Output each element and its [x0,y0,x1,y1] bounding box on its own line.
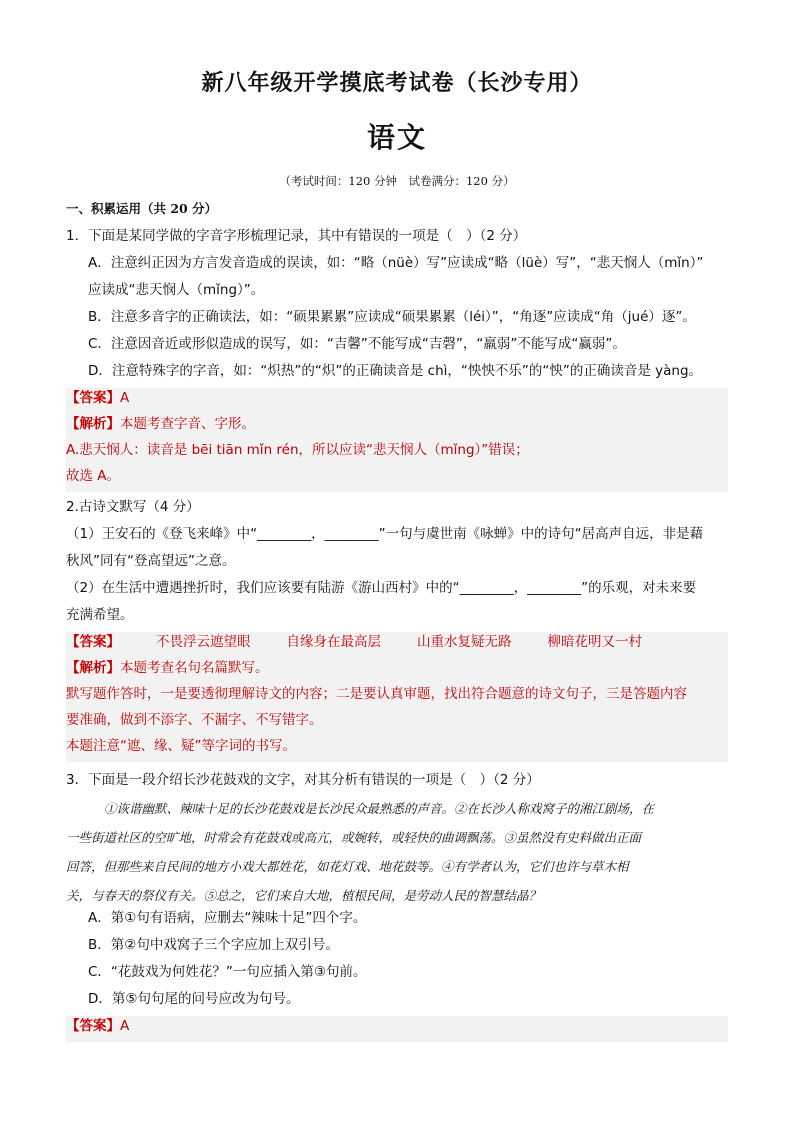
q1-option-a: A．注意纠正因为方言发音造成的误读，如：“略（nüè）写”应读成“略（lüè）写”，“悲天悯人（mǐn）” [88,255,704,271]
q1-analysis [66,414,728,440]
q2-analysis [66,658,728,684]
q1-analysis-line-3: 故选 A。 [66,466,728,492]
answer-tag: 【答案】 [66,390,120,406]
q2-analysis-line-3: 要准确，做到不添字、不漏字、不写错字。 [66,710,728,736]
analysis-text: 本题考查字音、字形。 [120,416,255,432]
q3-passage-line-4: 关，与春天的祭仪有关。⑤总之，它们来自大地，植根民间，是劳动人民的智慧结晶？ [66,888,542,903]
subject-title: 语文 [366,121,427,154]
answer-item: 山重水复疑无路 [417,634,512,650]
q2-part2: （2）在生活中遭遇挫折时，我们应该要有陆游《游山西村》中的“________，________”的乐观，对未来要 [66,580,697,596]
answer-item: 柳暗花明又一村 [547,634,642,650]
q1-stem: 1．下面是某同学做的字音字形梳理记录，其中有错误的一项是（ ）（2 分） [66,228,527,244]
q1-option-b: B．注意多音字的正确读法，如：“硕果累累”应读成“硕果累累（léi）”，“角逐”应读成“角（jué）逐”。 [88,309,696,325]
section-heading: 一、积累运用（共 20 分） [66,201,218,216]
answer-tag: 【答案】 [66,1018,120,1034]
q3-passage-line-1: ①诙谐幽默、辣味十足的长沙花鼓戏是长沙民众最熟悉的声音。②在长沙人称戏窝子的湘江剧场，在 [104,801,655,816]
q3-option-c: C．“花鼓戏为何姓花？”一句应插入第③句前。 [88,964,367,980]
answer-value: A [120,1018,130,1034]
answer-tag: 【答案】 [66,634,120,650]
analysis-tag: 【解析】 [66,416,120,432]
q1-option-d: D．注意特殊字的字音，如：“炽热”的“炽”的正确读音是 chì，“怏怏不乐”的“怏”的正确读音是 yàng。 [88,363,703,379]
answer-value: A [120,390,130,406]
q3-passage-line-2: 一些街道社区的空旷地，时常会有花鼓戏或高亢，或婉转，或轻快的曲调飘荡。③虽然没有史料做出正面 [66,830,642,845]
q2-analysis-line-2: 默写题作答时，一是要透彻理解诗文的内容；二是要认真审题，找出符合题意的诗文句子，三是答题内容 [66,684,728,710]
analysis-text: 本题考查名句名篇默写。 [120,660,269,676]
q2-part1: （1）王安石的《登飞来峰》中“________，________”一句与虞世南《咏蝉》中的诗句“居高声自远，非是藉 [66,526,704,542]
q2-analysis-line-4: 本题注意“遮、缘、疑”等字词的书写。 [66,736,728,762]
q3-passage-line-3: 回答，但那些来自民间的地方小戏大都姓花，如花灯戏、地花鼓等。④有学者认为，它们也许与草木相 [66,859,629,874]
q3-answer [66,1016,728,1042]
exam-info: （考试时间：120 分钟 试卷满分：120 分） [279,174,515,188]
q1-option-c: C．注意因音近或形似造成的误写，如：“吉馨”不能写成“吉磬”，“羸弱”不能写成“赢弱”。 [88,336,626,352]
answer-item: 自缘身在最高层 [286,634,381,650]
answer-item: 不畏浮云遮望眼 [156,634,251,650]
exam-title: 新八年级开学摸底考试卷（长沙专用） [201,71,593,96]
q1-option-a-cont: 应读成“悲天悯人（mǐng）”。 [88,282,265,298]
q3-option-a: A．第①句有语病，应删去“辣味十足”四个字。 [88,910,367,926]
q2-stem: 2.古诗文默写（4 分） [66,499,200,515]
q3-option-d: D．第⑤句句尾的问号应改为句号。 [88,991,300,1007]
q2-answer [66,632,728,658]
q1-answer [66,388,728,414]
q3-option-b: B．第②句中戏窝子三个字应加上双引号。 [88,937,339,953]
q1-analysis-line-2: A.悲天悯人：读音是 bēi tiān mǐn rén，所以应读“悲天悯人（mǐng）”错误； [66,440,728,466]
analysis-tag: 【解析】 [66,660,120,676]
q3-stem: 3．下面是一段介绍长沙花鼓戏的文字，对其分析有错误的一项是（ ）（2 分） [66,772,540,788]
q2-part2-cont: 充满希望。 [66,607,134,623]
q2-part1-cont: 秋风”同有“登高望远”之意。 [66,553,236,569]
